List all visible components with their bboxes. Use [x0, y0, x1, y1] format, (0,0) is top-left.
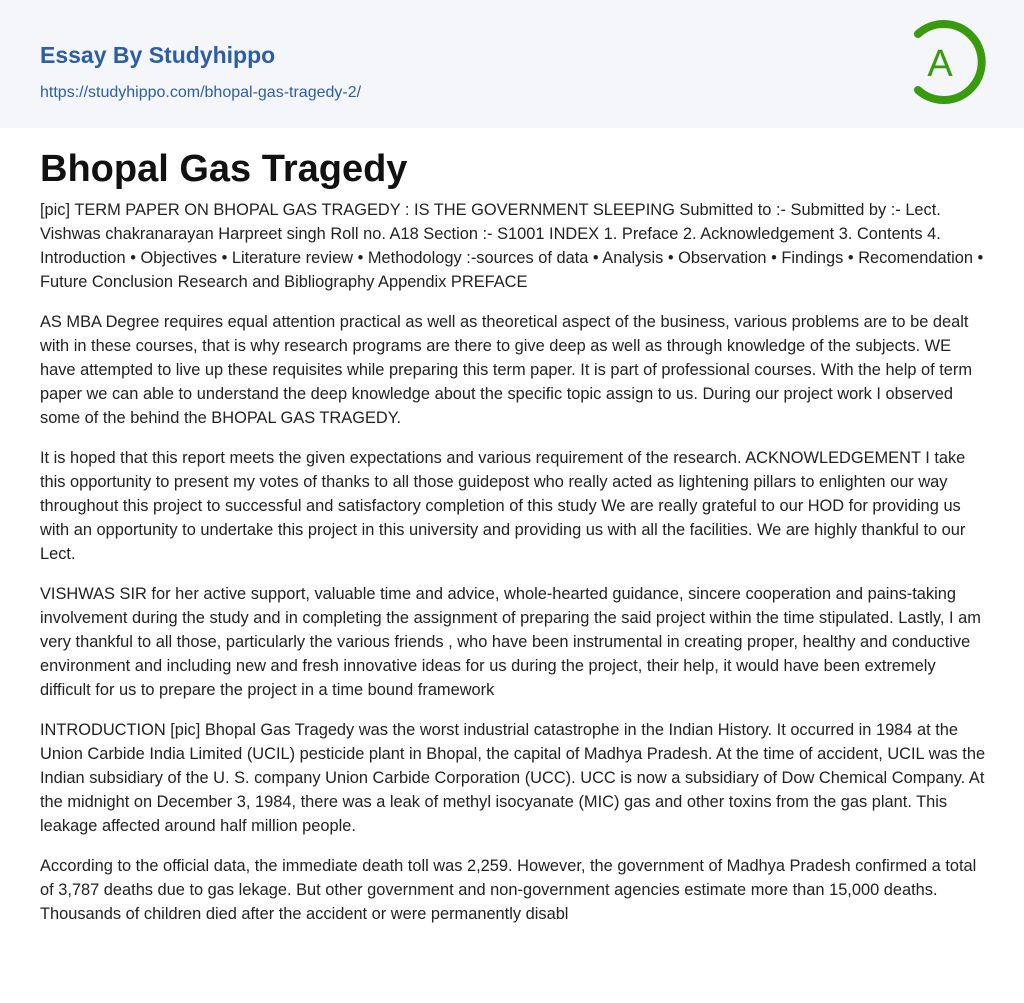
article — [0, 128, 1024, 926]
paragraph: It is hoped that this report meets the given expectations and various requirement of the research. ACKNOWLEDGEMENT I take this opportunity to present my votes of thanks to all those guidepost who really acted as lightening pillars to enlighten our way throughout this project to successful and satisfactory completion of this study We are really grateful to our HOD for providing us with an opportunity to undertake this project in this university and providing us with all the facilities. We are highly thankful to our Lect. — [40, 449, 966, 563]
brand-title[interactable]: Essay By Studyhippo — [40, 42, 276, 68]
paragraph: AS MBA Degree requires equal attention practical as well as theoretical aspect of the business, various problems are to be dealt with in these courses, that is why research programs are there to give deep as well as through knowledge of the subjects. WE have attempted to live up these requisites while preparing this term paper. It is part of professional courses. With the help of term paper we can able to understand the deep knowledge about the specific topic assign to us. During our project work I observed some of the behind the BHOPAL GAS TRAGEDY. — [40, 313, 973, 427]
page-title: Bhopal Gas Tragedy — [40, 148, 408, 190]
paragraph: [pic] TERM PAPER ON BHOPAL GAS TRAGEDY : IS THE GOVERNMENT SLEEPING Submitted to :- Submitted by :- Lect. Vishwas chakranarayan Harpreet singh Roll no. A18 Section :- S1001 INDEX 1. Preface 2. Acknowledgement 3. Contents 4. Introduction • Objectives • Literature review • Methodology :-sources of data • Analysis • Observation • Findings • Recomendation • Future Conclusion Research and Bibliography Appendix PREFACE — [40, 201, 984, 291]
studyhippo-logo-icon[interactable] — [904, 18, 988, 106]
essay-url-link[interactable]: https://studyhippo.com/bhopal-gas-tragedy-2/ — [40, 84, 362, 101]
site-header — [0, 0, 1024, 128]
paragraph: According to the official data, the immediate death toll was 2,259. However, the government of Madhya Pradesh confirmed a total of 3,787 deaths due to gas lekage. But other government and non-government agencies estimate more than 15,000 deaths. Thousands of children died after the accident or were permanently disabl — [40, 857, 977, 923]
logo-letter: A — [927, 43, 953, 85]
paragraph: INTRODUCTION [pic] Bhopal Gas Tragedy was the worst industrial catastrophe in the Indian History. It occurred in 1984 at the Union Carbide India Limited (UCIL) pesticide plant in Bhopal, the capital of Madhya Pradesh. At the time of accident, UCIL was the Indian subsidiary of the U. S. company Union Carbide Corporation (UCC). UCC is now a subsidiary of Dow Chemical Company. At the midnight on December 3, 1984, there was a leak of methyl isocyanate (MIC) gas and other toxins from the gas plant. This leakage affected around half million people. — [40, 721, 986, 835]
paragraph: VISHWAS SIR for her active support, valuable time and advice, whole-hearted guidance, sincere cooperation and pains-taking involvement during the study and in completing the assignment of preparing the said project within the time stipulated. Lastly, I am very thankful to all those, particularly the various friends , who have been instrumental in creating proper, healthy and conductive environment and including new and fresh innovative ideas for us during the project, their help, it would have been extremely difficult for us to prepare the project in a time bound framework — [40, 585, 981, 699]
